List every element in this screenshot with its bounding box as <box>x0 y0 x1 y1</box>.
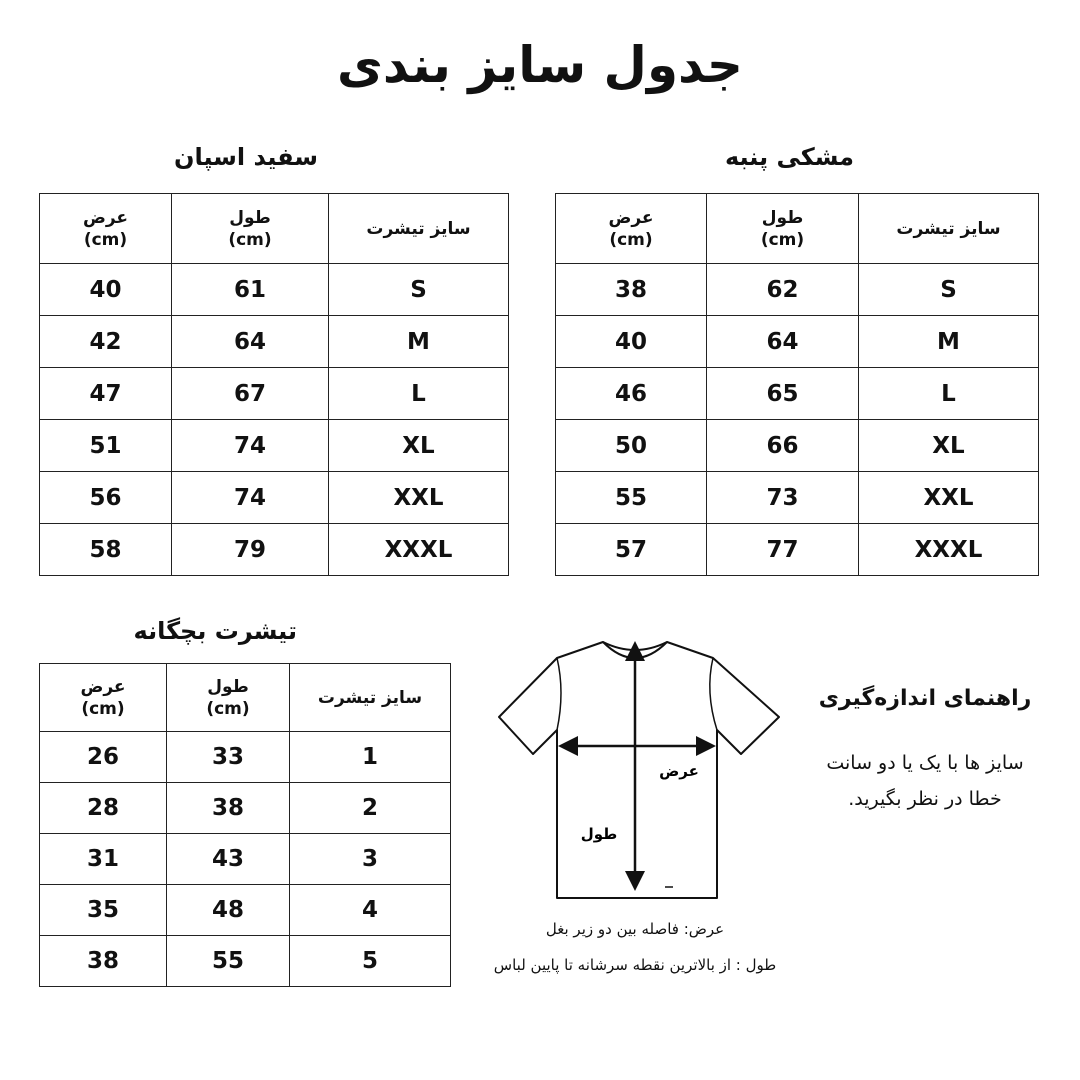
length-header: طول (cm) <box>172 194 329 264</box>
width-cell: 56 <box>40 472 172 524</box>
length-cell: 64 <box>707 316 859 368</box>
width-cell: 35 <box>40 885 167 936</box>
length-cell: 48 <box>167 885 290 936</box>
width-cell: 51 <box>40 420 172 472</box>
size-cell: 1 <box>290 732 451 783</box>
size-cell: S <box>329 264 509 316</box>
legend-length: طول : از بالاترین نقطه سرشانه تا پایین لباس <box>493 956 777 974</box>
table-row <box>40 834 451 885</box>
width-cell: 40 <box>556 316 707 368</box>
width-cell: 38 <box>40 936 167 987</box>
width-cell: 57 <box>556 524 707 576</box>
size-cell: XL <box>859 420 1039 472</box>
length-cell: 43 <box>167 834 290 885</box>
width-cell: 55 <box>556 472 707 524</box>
length-cell: 65 <box>707 368 859 420</box>
width-cell: 47 <box>40 368 172 420</box>
table-row <box>40 368 509 420</box>
size-cell: XXXL <box>859 524 1039 576</box>
table-row <box>40 472 509 524</box>
width-header: عرض (cm) <box>40 664 167 732</box>
size-cell: XL <box>329 420 509 472</box>
length-cell: 66 <box>707 420 859 472</box>
measurement-guide-note <box>800 745 1050 817</box>
tshirt-outline <box>499 642 779 898</box>
length-cell: 33 <box>167 732 290 783</box>
size-header: سایز تیشرت <box>859 194 1039 264</box>
width-cell: 38 <box>556 264 707 316</box>
length-header: طول (cm) <box>167 664 290 732</box>
kids-table <box>39 663 451 987</box>
length-cell: 74 <box>172 420 329 472</box>
legend-width: عرض: فاصله بین دو زیر بغل <box>545 920 725 938</box>
size-header: سایز تیشرت <box>290 664 451 732</box>
white-spun-title: سفید اسپان <box>173 143 318 171</box>
table-row <box>40 732 451 783</box>
table-row <box>556 420 1039 472</box>
size-cell: M <box>329 316 509 368</box>
width-cell: 40 <box>40 264 172 316</box>
length-cell: 64 <box>172 316 329 368</box>
table-row <box>40 264 509 316</box>
black-cotton-title: مشکی پنبه <box>724 143 854 171</box>
length-cell: 79 <box>172 524 329 576</box>
white-spun-table <box>39 193 509 576</box>
size-cell: L <box>859 368 1039 420</box>
diagram-width-label: عرض <box>659 762 699 780</box>
length-cell: 77 <box>707 524 859 576</box>
table-row <box>556 316 1039 368</box>
size-cell: 2 <box>290 783 451 834</box>
table-row <box>40 524 509 576</box>
width-cell: 46 <box>556 368 707 420</box>
width-cell: 42 <box>40 316 172 368</box>
length-cell: 62 <box>707 264 859 316</box>
table-header-row <box>556 194 1039 264</box>
length-cell: 61 <box>172 264 329 316</box>
length-cell: 67 <box>172 368 329 420</box>
black-cotton-table <box>555 193 1039 576</box>
guide-note-line: خطا در نظر بگیرید. <box>848 788 1002 810</box>
width-cell: 31 <box>40 834 167 885</box>
width-cell: 28 <box>40 783 167 834</box>
size-cell: XXL <box>859 472 1039 524</box>
tshirt-diagram <box>495 632 785 902</box>
width-cell: 50 <box>556 420 707 472</box>
table-header-row <box>40 664 451 732</box>
page-title: جدول سایز بندی <box>337 36 743 94</box>
table-row <box>556 368 1039 420</box>
width-cell: 26 <box>40 732 167 783</box>
width-cell: 58 <box>40 524 172 576</box>
size-cell: M <box>859 316 1039 368</box>
table-row <box>40 316 509 368</box>
size-cell: 3 <box>290 834 451 885</box>
size-cell: 5 <box>290 936 451 987</box>
size-cell: XXL <box>329 472 509 524</box>
table-row <box>556 472 1039 524</box>
table-row <box>556 524 1039 576</box>
width-header: عرض (cm) <box>40 194 172 264</box>
table-header-row <box>40 194 509 264</box>
measurement-guide-title: راهنمای اندازه‌گیری <box>818 686 1032 711</box>
length-cell: 73 <box>707 472 859 524</box>
table-row <box>40 936 451 987</box>
width-header: عرض (cm) <box>556 194 707 264</box>
table-row <box>556 264 1039 316</box>
length-header: طول (cm) <box>707 194 859 264</box>
length-cell: 38 <box>167 783 290 834</box>
table-row <box>40 885 451 936</box>
guide-note-line: سایز ها با یک یا دو سانت <box>826 752 1024 774</box>
table-row <box>40 783 451 834</box>
length-cell: 55 <box>167 936 290 987</box>
size-header: سایز تیشرت <box>329 194 509 264</box>
length-cell: 74 <box>172 472 329 524</box>
diagram-length-label: طول <box>580 825 618 843</box>
size-cell: S <box>859 264 1039 316</box>
size-cell: 4 <box>290 885 451 936</box>
size-cell: L <box>329 368 509 420</box>
kids-title: تیشرت بچگانه <box>133 617 297 645</box>
size-cell: XXXL <box>329 524 509 576</box>
table-row <box>40 420 509 472</box>
